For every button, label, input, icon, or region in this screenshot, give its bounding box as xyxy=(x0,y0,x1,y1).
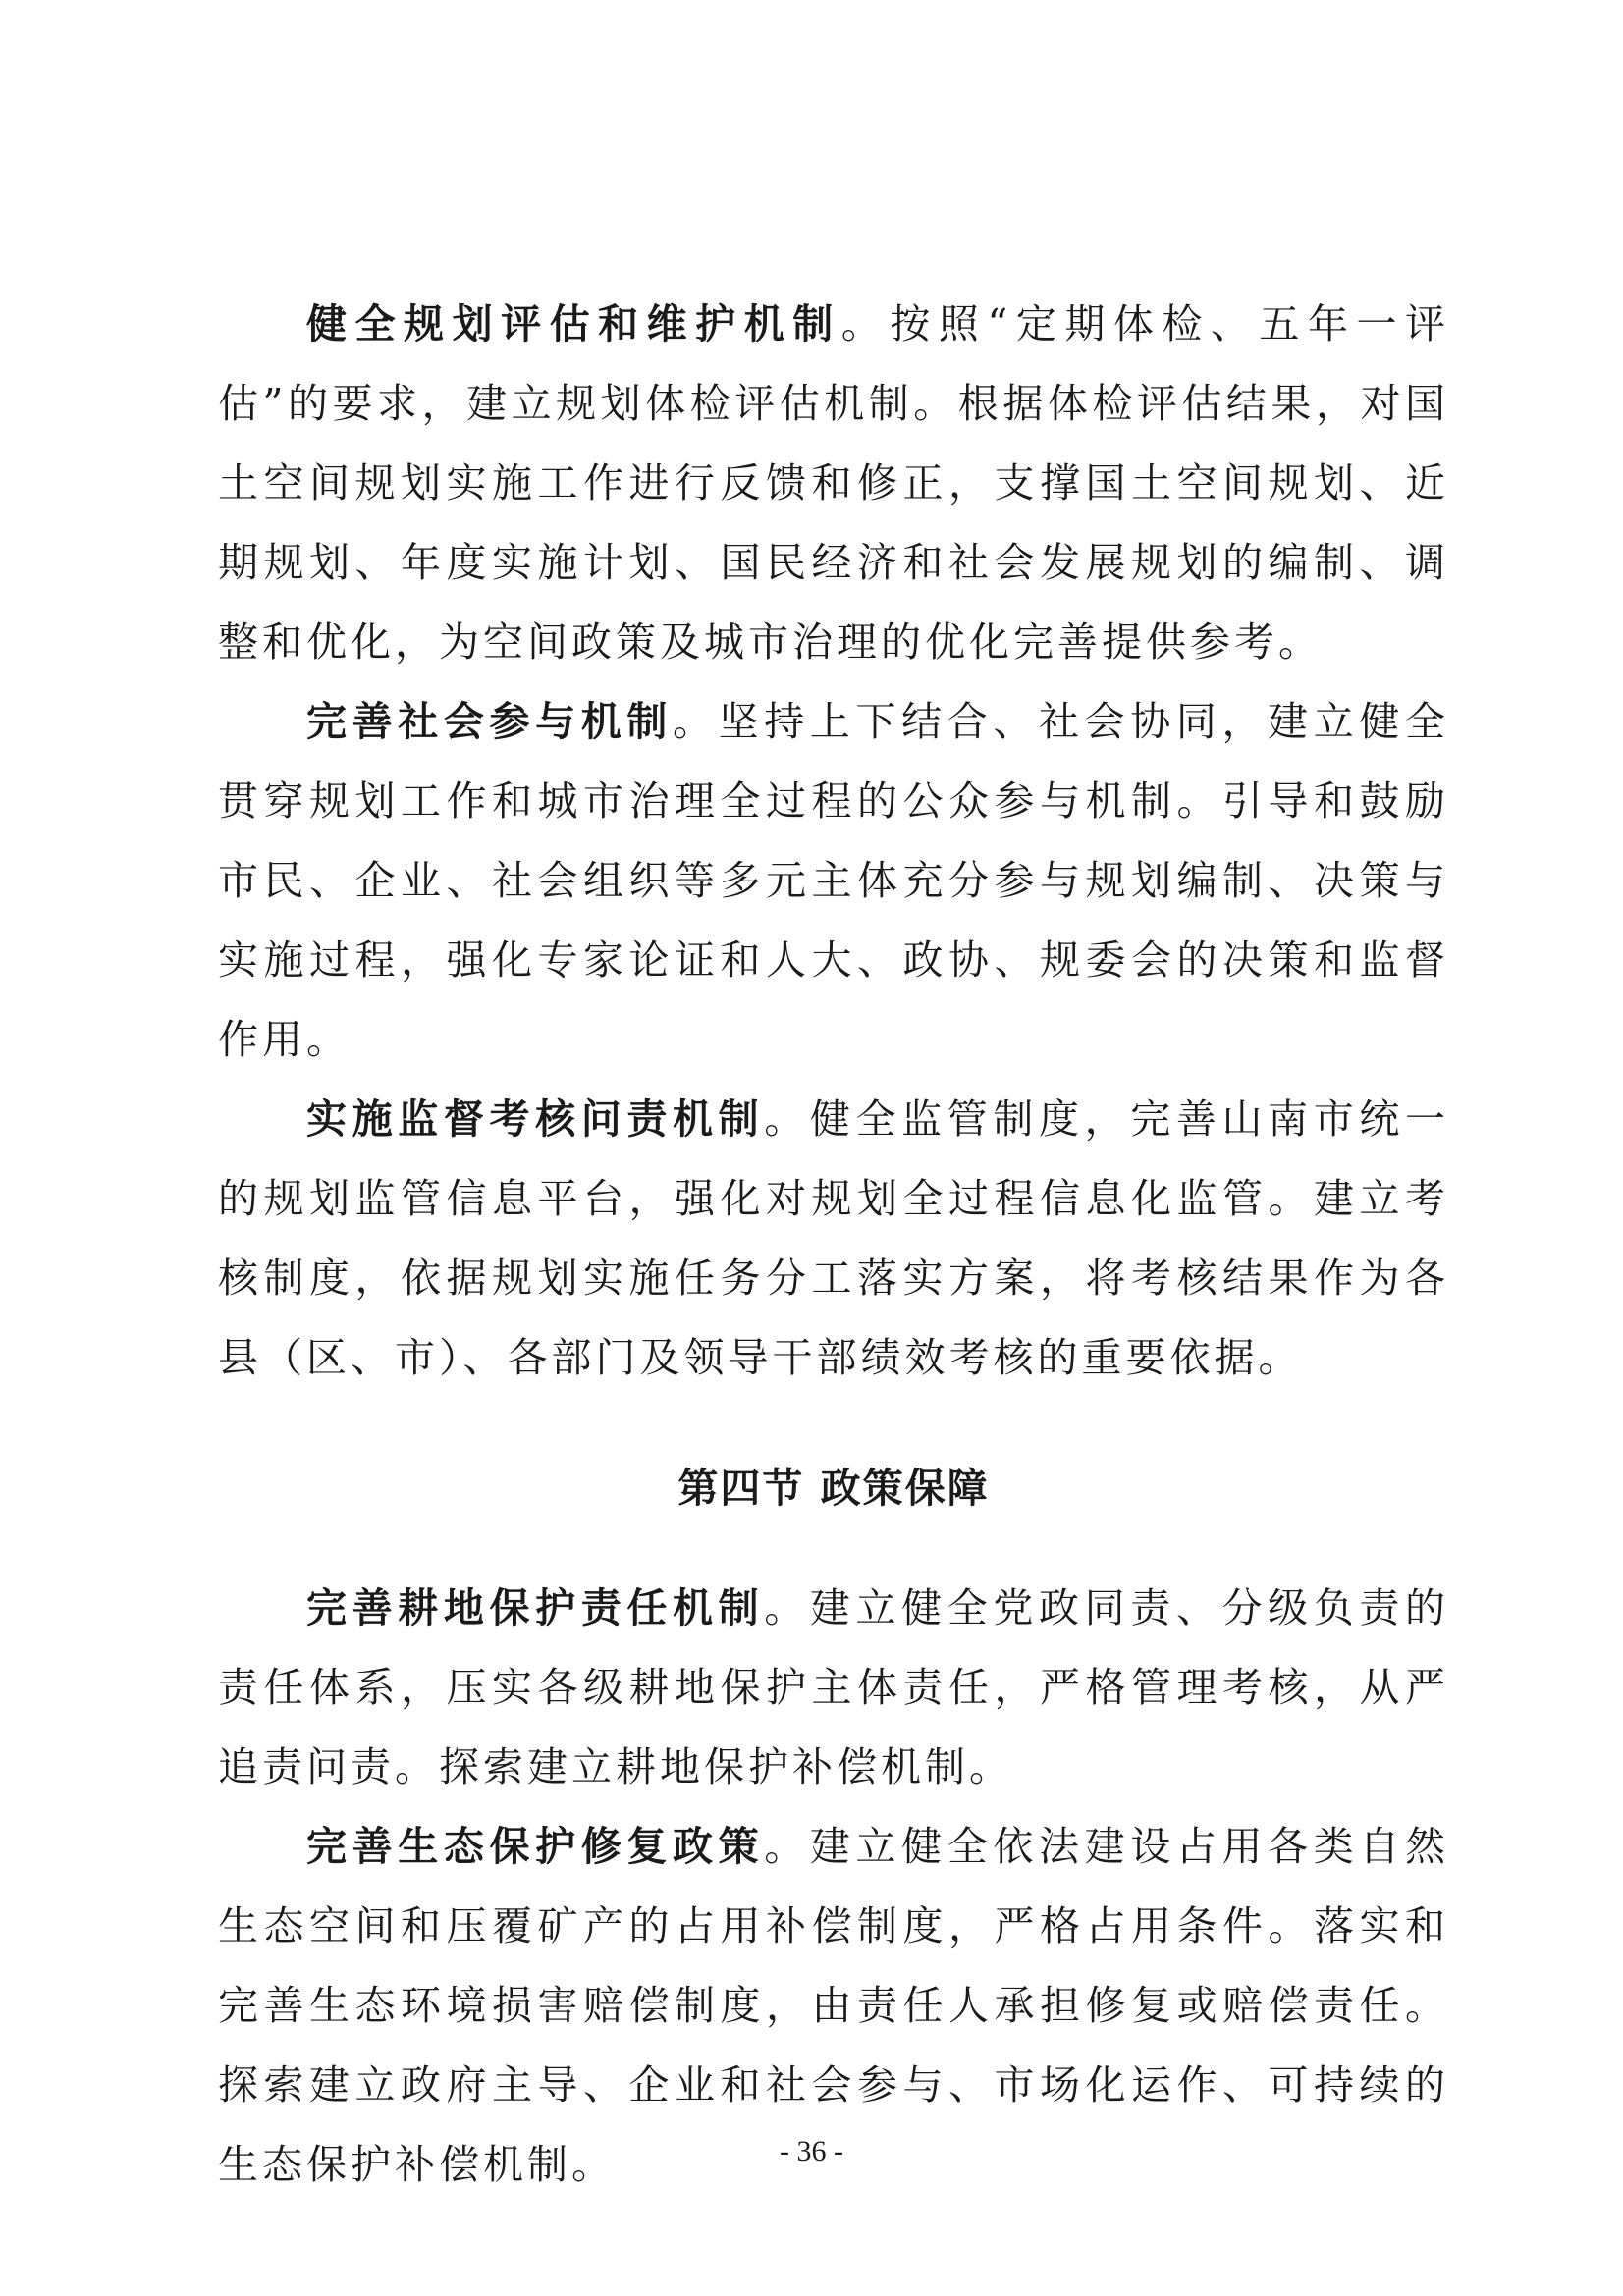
paragraph-text: 。建立健全党政同责、分级负责的责任体系，压实各级耕地保护主体责任，严格管理考核，从严追责问责。探索建立耕地保护补偿机制。 xyxy=(218,1584,1449,1790)
paragraph-lead: 完善生态保护修复政策 xyxy=(306,1823,765,1870)
page-number: - 36 - xyxy=(780,2135,843,2167)
paragraph-supervision-accountability xyxy=(218,1080,1449,1398)
section-heading: 第四节 政策保障 xyxy=(677,1465,990,1512)
paragraph-lead: 实施监督考核问责机制 xyxy=(306,1095,765,1143)
paragraph-planning-evaluation xyxy=(218,285,1449,682)
document-body xyxy=(218,285,1449,2205)
paragraph-lead: 完善耕地保护责任机制 xyxy=(306,1584,765,1631)
paragraph-text: 。按照“定期体检、五年一评估”的要求，建立规划体检评估机制。根据体检评估结果，对国土空间规划实施工作进行反馈和修正，支撑国土空间规划、近期规划、年度实施计划、国民经济和社会发展规划的编制、调整和优化，为空间政策及城市治理的优化完善提供参考。 xyxy=(218,300,1450,666)
paragraph-text: 。健全监管制度，完善山南市统一的规划监管信息平台，强化对规划全过程信息化监管。建立考核制度，依据规划实施任务分工落实方案，将考核结果作为各县（区、市）、各部门及领导干部绩效考核的重要依据。 xyxy=(218,1095,1449,1381)
paragraph-farmland-protection xyxy=(218,1569,1449,1807)
paragraph-text: 。坚持上下结合、社会协同，建立健全贯穿规划工作和城市治理全过程的公众参与机制。引导和鼓励市民、企业、社会组织等多元主体充分参与规划编制、决策与实施过程，强化专家论证和人大、政协、规委会的决策和监督作用。 xyxy=(218,698,1449,1063)
paragraph-lead: 健全规划评估和维护机制 xyxy=(306,300,841,347)
paragraph-public-participation xyxy=(218,682,1449,1080)
paragraph-text: 。建立健全依法建设占用各类自然生态空间和压覆矿产的占用补偿制度，严格占用条件。落实和完善生态环境损害赔偿制度，由责任人承担修复或赔偿责任。探索建立政府主导、企业和社会参与、市场化运作、可持续的生态保护补偿机制。 xyxy=(218,1823,1449,2188)
paragraph-lead: 完善社会参与机制 xyxy=(306,698,673,745)
